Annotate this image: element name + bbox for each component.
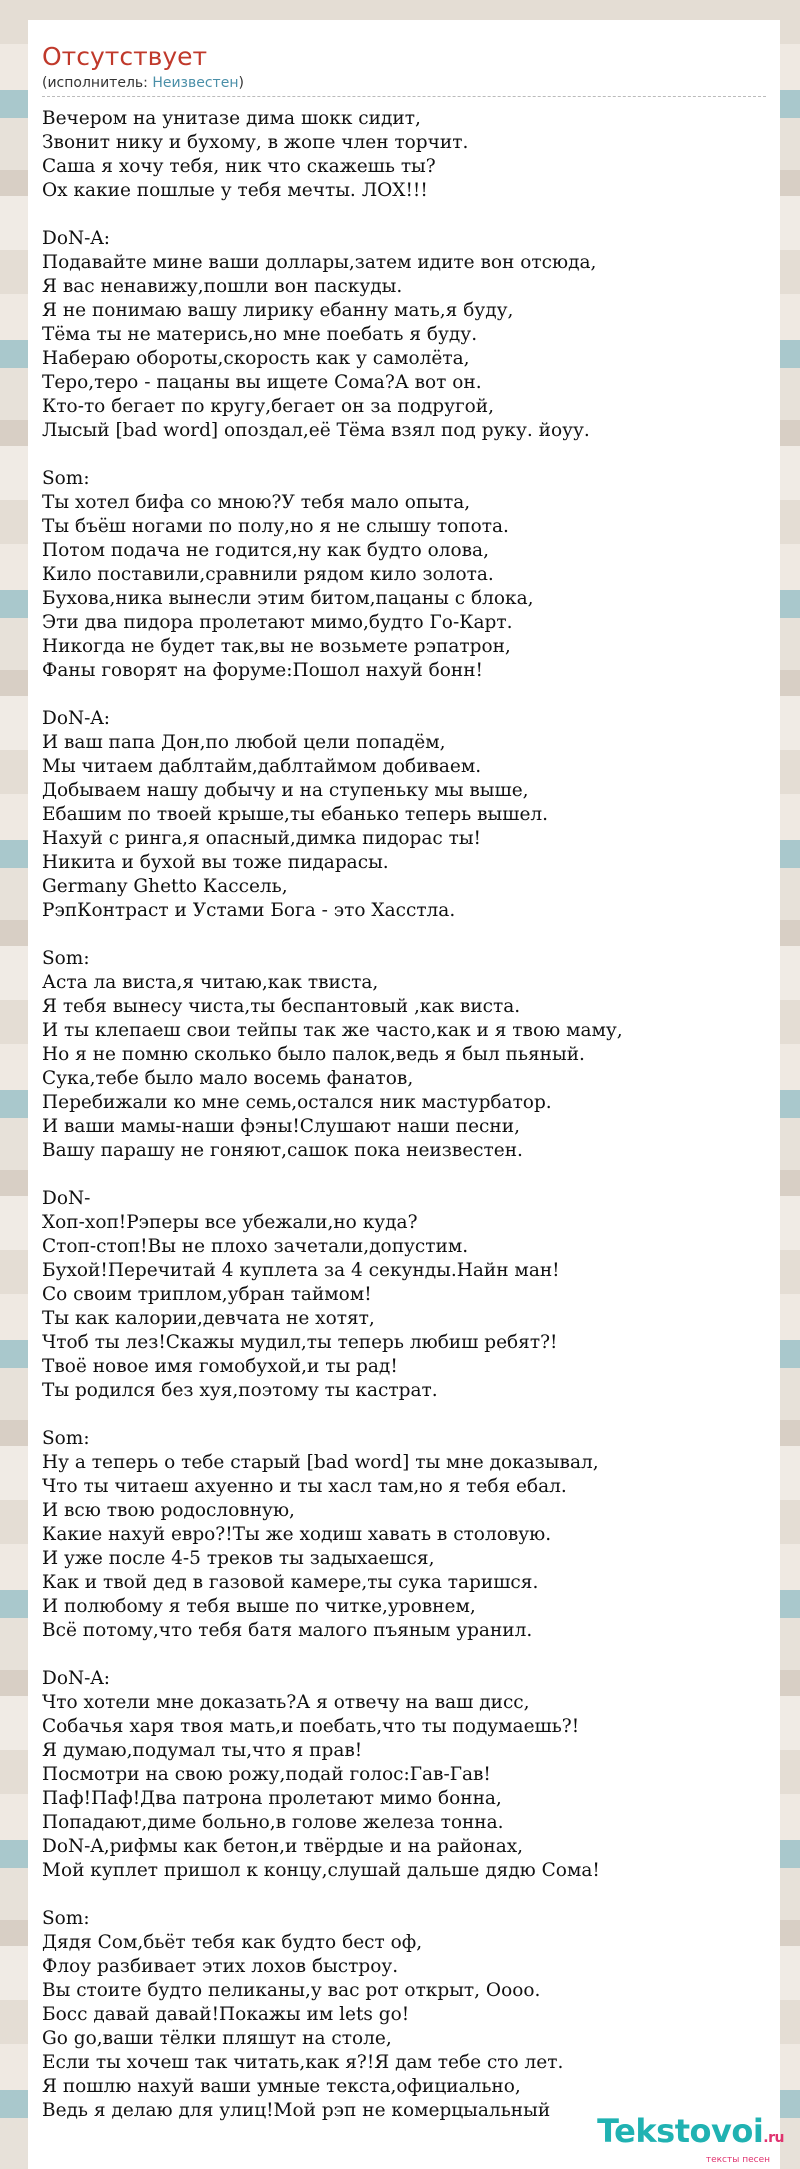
byline-prefix: (исполнитель: <box>42 75 153 91</box>
lyric-line: DoN-A,рифмы как бетон,и твёрдые и на районах, <box>42 1836 524 1857</box>
lyric-line: Всё потому,что тебя батя малого пъяным уранил. <box>42 1620 533 1641</box>
stanza-break <box>42 1163 766 1187</box>
lyric-line: Мы читаем даблтайм,даблтаймом добиваем. <box>42 756 482 777</box>
lyric-line: Я думаю,подумал ты,что я прав! <box>42 1740 363 1761</box>
lyric-line: И уже после 4-5 треков ты задыхаешся, <box>42 1548 435 1569</box>
lyric-line: Какие нахуй евро?!Ты же ходиш хавать в столовую. <box>42 1524 552 1545</box>
lyric-line: Что хотели мне доказать?А я отвечу на ваш дисс, <box>42 1692 530 1713</box>
lyrics-card <box>28 20 780 2169</box>
lyric-line: Вы стоите будто пеликаны,у вас рот открыт, Оооо. <box>42 1980 541 2001</box>
lyric-line: Кто-то бегает по кругу,бегает он за подругой, <box>42 396 495 417</box>
lyric-line: Посмотри на свою рожу,подай голос:Гав-Гав! <box>42 1764 491 1785</box>
lyric-line: Som: <box>42 1908 90 1929</box>
lyric-line: Перебижали ко мне семь,остался ник мастурбатор. <box>42 1092 552 1113</box>
lyric-line: Я вас ненавижу,пошли вон паскуды. <box>42 276 403 297</box>
lyric-line: Лысый [bad word] опоздал,её Тёма взял под руку. йоуу. <box>42 420 590 441</box>
lyric-line: Я тебя вынесу чиста,ты беспантовый ,как виста. <box>42 996 521 1017</box>
lyric-line: Som: <box>42 468 90 489</box>
lyric-line: Чтоб ты лез!Скажы мудил,ты теперь любиш ребят?! <box>42 1332 558 1353</box>
byline-suffix: ) <box>238 75 244 91</box>
lyric-line: DoN- <box>42 1188 91 1209</box>
lyric-line: И ваши мамы-наши фэны!Слушают наши песни, <box>42 1116 520 1137</box>
lyric-line: Паф!Паф!Два патрона пролетают мимо бонна, <box>42 1788 502 1809</box>
lyric-line: Эти два пидора пролетают мимо,будто Го-Карт. <box>42 612 513 633</box>
lyric-line: Теро,теро - пацаны вы ищете Сома?А вот он. <box>42 372 482 393</box>
lyric-line: Ох какие пошлые у тебя мечты. ЛОХ!!! <box>42 180 428 201</box>
lyric-line: Вечером на унитазе дима шокк сидит, <box>42 108 421 129</box>
lyric-line: Фаны говорят на форуме:Пошол нахуй бонн! <box>42 660 483 681</box>
lyric-line: Попадают,диме больно,в голове железа тонна. <box>42 1812 504 1833</box>
lyric-line: Звонит нику и бухому, в жопе член торчит. <box>42 132 469 153</box>
lyric-line: Ну а теперь о тебе старый [bad word] ты мне доказывал, <box>42 1452 599 1473</box>
logo-tagline: тексты песен <box>705 2155 770 2165</box>
lyric-line: Som: <box>42 1428 90 1449</box>
lyric-line: Стоп-стоп!Вы не плохо зачетали,допустим. <box>42 1236 469 1257</box>
stanza-break <box>42 1643 766 1667</box>
lyric-line: И ваш папа Дон,по любой цели попадём, <box>42 732 446 753</box>
lyric-line: Набераю обороты,скорость как у самолёта, <box>42 348 470 369</box>
lyric-line: DoN-A: <box>42 228 111 249</box>
lyric-line: Как и твой дед в газовой камере,ты сука таришся. <box>42 1572 539 1593</box>
lyric-line: И ты клепаеш свои тейпы так же часто,как и я твою маму, <box>42 1020 623 1041</box>
lyric-line: Я не понимаю вашу лирику ебанну мать,я буду, <box>42 300 514 321</box>
lyric-line: Никита и бухой вы тоже пидарасы. <box>42 852 389 873</box>
lyric-line: Go go,ваши тёлки пляшут на столе, <box>42 2028 392 2049</box>
lyric-line: И всю твою родословную, <box>42 1500 295 1521</box>
stanza-break <box>42 1403 766 1427</box>
logo-tld: .ru <box>763 2130 784 2146</box>
lyric-line: Но я не помню сколько было палок,ведь я был пьяный. <box>42 1044 585 1065</box>
lyric-line: Ты родился без хуя,поэтому ты кастрат. <box>42 1380 438 1401</box>
lyric-line: DoN-A: <box>42 708 111 729</box>
lyric-line: Ты хотел бифа со мною?У тебя мало опыта, <box>42 492 471 513</box>
lyric-line: Вашу парашу не гоняют,сашок пока неизвестен. <box>42 1140 523 1161</box>
lyric-line: Ведь я делаю для улиц!Мой рэп не комерцыальный <box>42 2100 551 2121</box>
site-logo[interactable] <box>597 2114 784 2165</box>
lyric-line: Нахуй с ринга,я опасный,димка пидорас ты! <box>42 828 481 849</box>
lyric-line: Дядя Сом,бьёт тебя как будто бест оф, <box>42 1932 423 1953</box>
lyric-line: Потом подача не годится,ну как будто олова, <box>42 540 489 561</box>
logo-wordmark <box>597 2114 784 2155</box>
artist-link[interactable]: Неизвестен <box>152 75 239 91</box>
lyric-line: Что ты читаеш ахуенно и ты хасл там,но я тебя ебал. <box>42 1476 567 1497</box>
lyric-line: Твоё новое имя гомобухой,и ты рад! <box>42 1356 398 1377</box>
lyric-line: Som: <box>42 948 90 969</box>
lyric-line: Добываем нашу добычу и на ступеньку мы выше, <box>42 780 529 801</box>
lyric-line: Кило поставили,сравнили рядом кило золота. <box>42 564 494 585</box>
lyric-line: Аста ла виста,я читаю,как твиста, <box>42 972 379 993</box>
lyric-line: Я пошлю нахуй ваши умные текста,официально, <box>42 2076 521 2097</box>
lyric-line: Germany Ghetto Кассель, <box>42 876 288 897</box>
lyric-line: Никогда не будет так,вы не возьмете рэпатрон, <box>42 636 511 657</box>
stanza-break <box>42 683 766 707</box>
stanza-break <box>42 443 766 467</box>
lyric-line: Бухова,ника вынесли этим битом,пацаны с блока, <box>42 588 534 609</box>
lyric-line: Флоу разбивает этих лохов быстроу. <box>42 1956 399 1977</box>
lyric-line: DoN-A: <box>42 1668 111 1689</box>
lyric-line: Со своим триплом,убран таймом! <box>42 1284 372 1305</box>
lyric-line: Если ты хочеш так читать,как я?!Я дам тебе сто лет. <box>42 2052 564 2073</box>
lyric-line: И полюбому я тебя выше по читке,уровнем, <box>42 1596 476 1617</box>
lyric-line: Ты бъёш ногами по полу,но я не слышу топота. <box>42 516 509 537</box>
stanza-break <box>42 203 766 227</box>
lyric-line: Ты как калории,девчата не хотят, <box>42 1308 375 1329</box>
lyric-line: Сука,тебе было мало восемь фанатов, <box>42 1068 414 1089</box>
lyric-line: Ебашим по твоей крыше,ты ебанько теперь вышел. <box>42 804 549 825</box>
lyric-line: Бухой!Перечитай 4 куплета за 4 секунды.Найн ман! <box>42 1260 560 1281</box>
lyric-line: Босс давай давай!Покажы им lets go! <box>42 2004 410 2025</box>
lyric-line: РэпКонтраст и Устами Бога - это Хасстла. <box>42 900 456 921</box>
lyric-line: Хоп-хоп!Рэперы все убежали,но куда? <box>42 1212 418 1233</box>
lyrics-text <box>42 107 766 2123</box>
lyric-line: Саша я хочу тебя, ник что скажешь ты? <box>42 156 436 177</box>
logo-name: Tekstovoi <box>597 2112 764 2150</box>
stanza-break <box>42 923 766 947</box>
stanza-break <box>42 1883 766 1907</box>
lyric-line: Подавайте мине ваши доллары,затем идите вон отсюда, <box>42 252 597 273</box>
song-title: Отсутствует <box>42 42 208 71</box>
lyric-line: Собачья харя твоя мать,и поебать,что ты подумаешь?! <box>42 1716 580 1737</box>
lyric-line: Мой куплет пришол к концу,слушай дальше дядю Сома! <box>42 1860 600 1881</box>
artist-byline <box>42 74 766 97</box>
lyric-line: Тёма ты не матерись,но мне поебать я буду. <box>42 324 478 345</box>
